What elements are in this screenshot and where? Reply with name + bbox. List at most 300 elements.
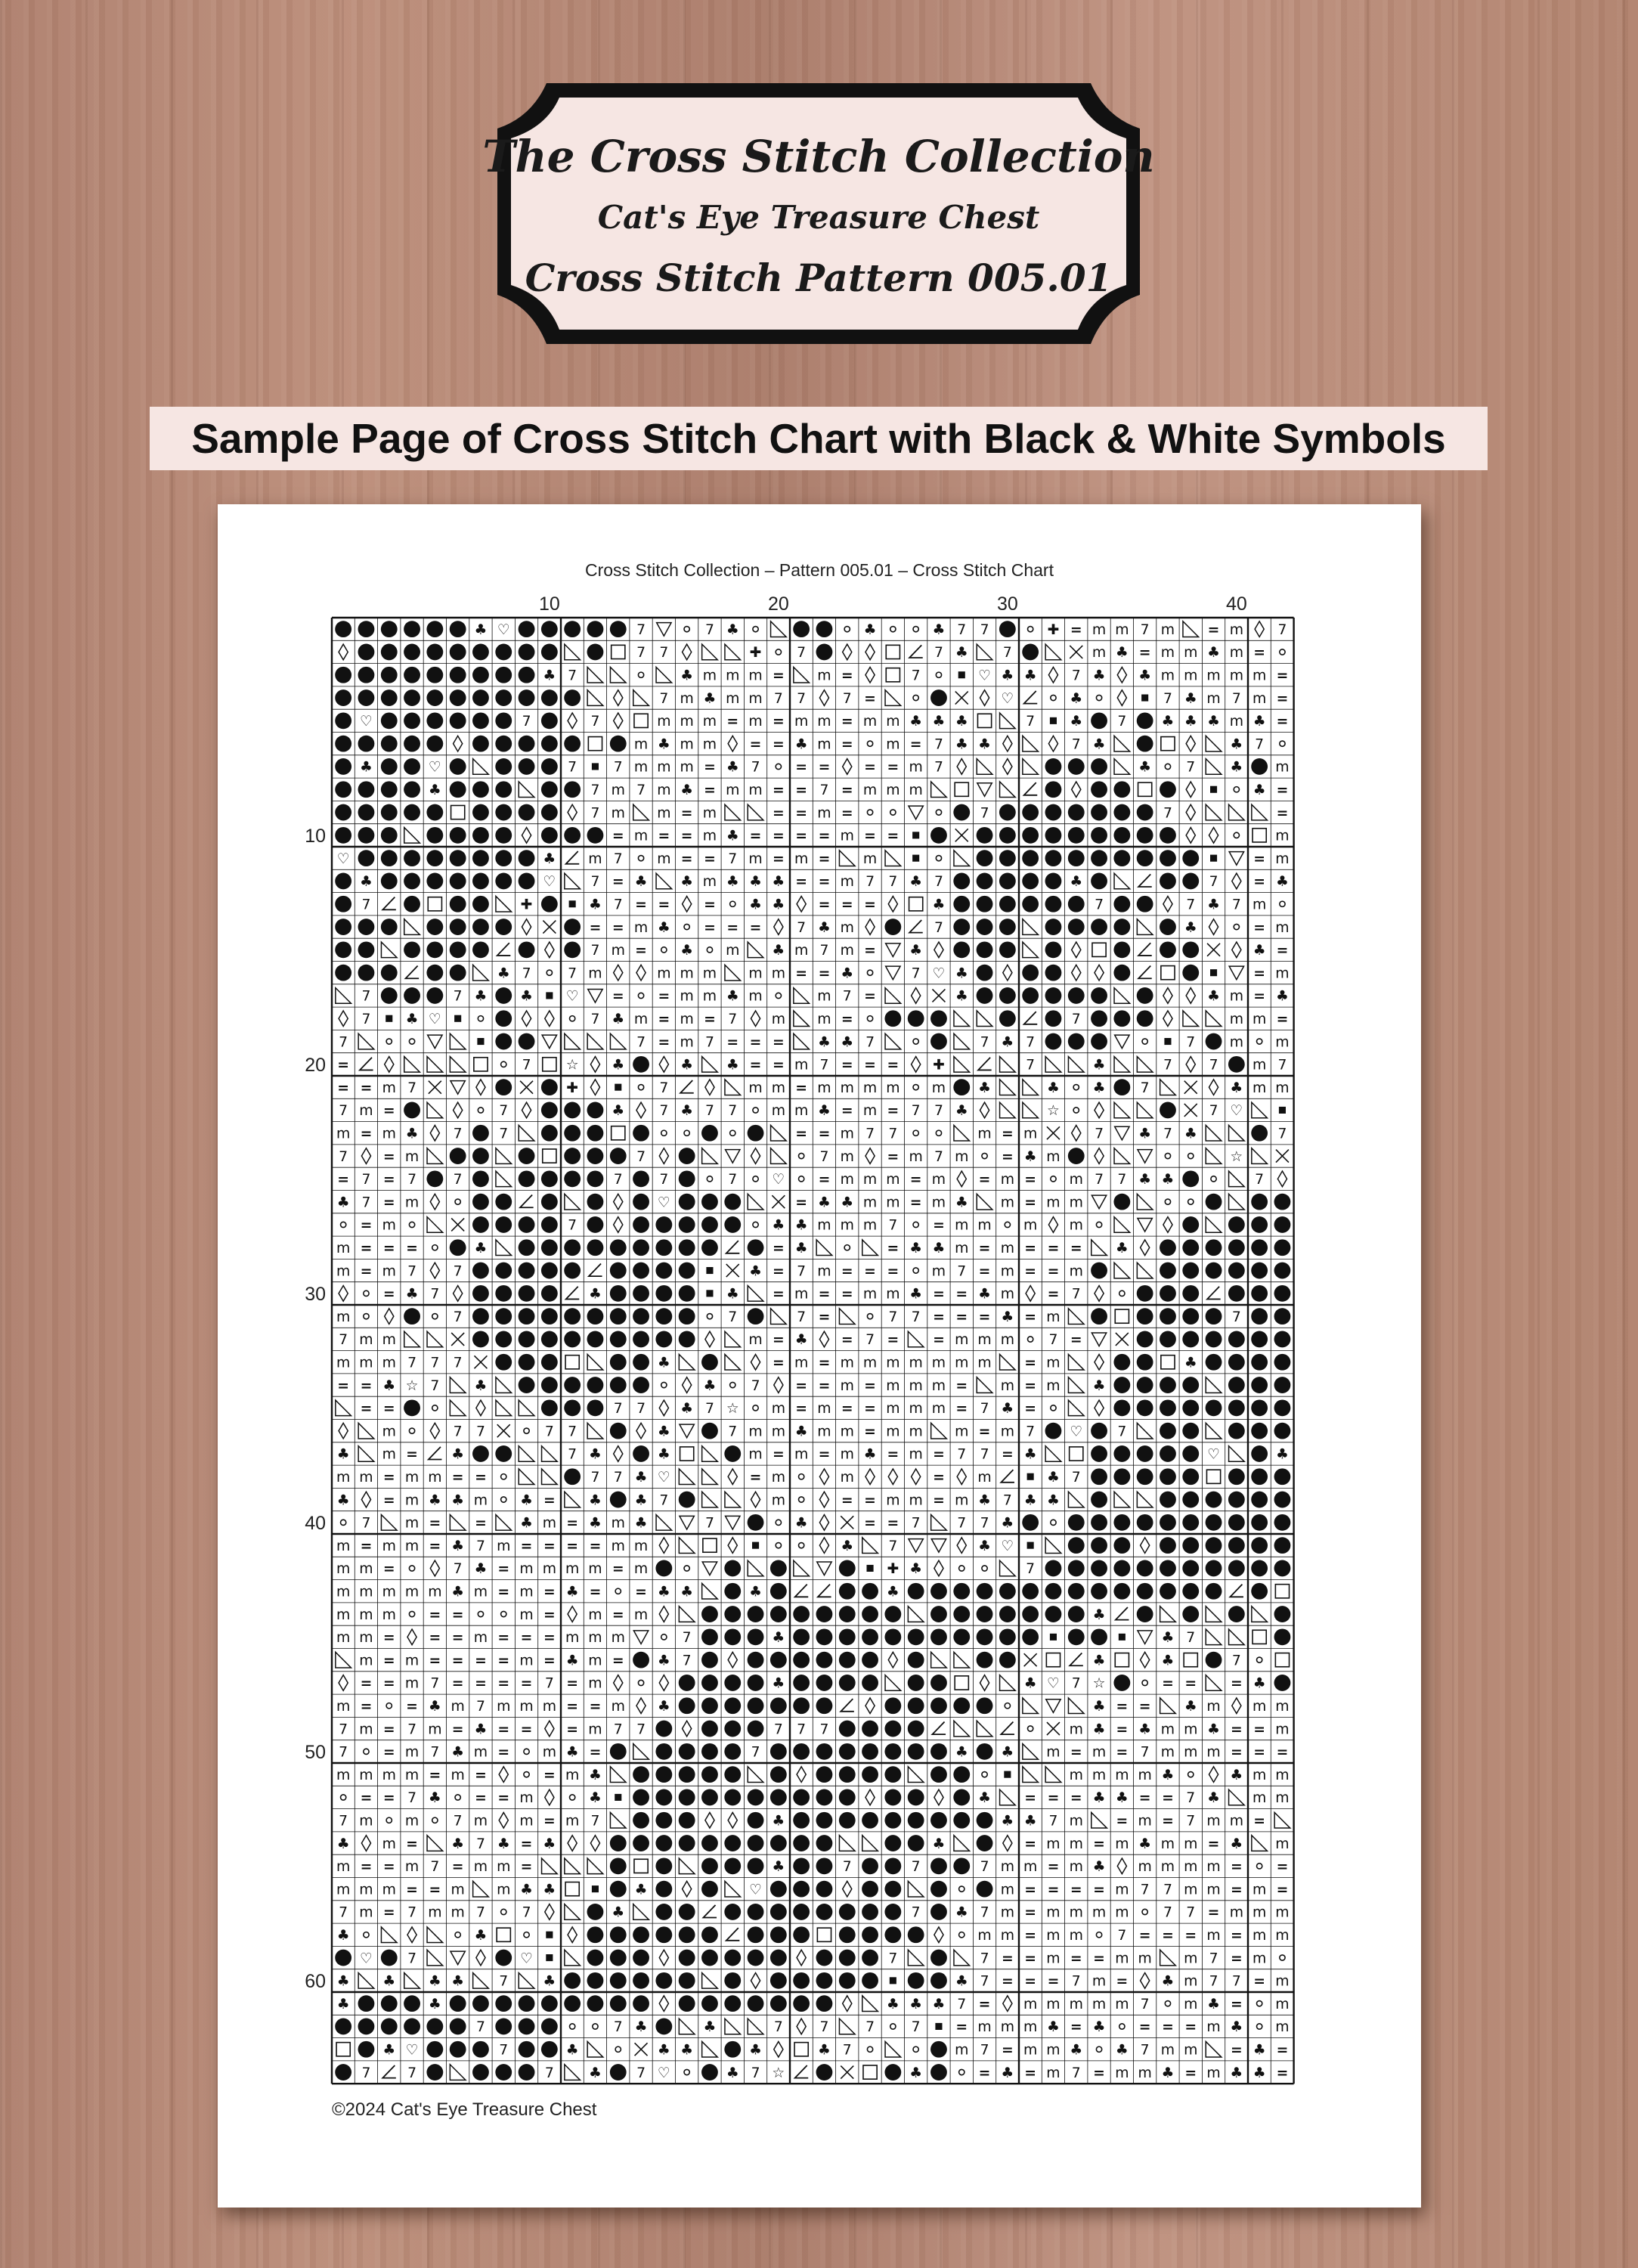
svg-text:m: m [1160, 2042, 1175, 2059]
svg-text:=: = [520, 1721, 533, 1738]
svg-text:♣: ♣ [1230, 1080, 1243, 1096]
svg-text:=: = [406, 1882, 418, 1898]
svg-text:♣: ♣ [1207, 1721, 1220, 1738]
svg-text:♡: ♡ [428, 1012, 441, 1028]
svg-text:=: = [1184, 2019, 1197, 2036]
svg-text:7: 7 [842, 1859, 852, 1876]
svg-text:♣: ♣ [1138, 759, 1152, 776]
svg-text:♣: ♣ [360, 874, 373, 891]
svg-text:m: m [909, 1492, 923, 1509]
svg-text:♣: ♣ [405, 1126, 419, 1142]
svg-text:7: 7 [499, 2042, 509, 2059]
svg-text:m: m [1000, 1263, 1014, 1280]
svg-text:✚: ✚ [933, 1057, 945, 1074]
svg-text:♣: ♣ [978, 1538, 991, 1554]
svg-text:m: m [702, 714, 717, 730]
svg-text:7: 7 [636, 2065, 646, 2081]
svg-text:m: m [748, 1446, 763, 1463]
svg-text:7: 7 [407, 1721, 417, 1738]
svg-text:♣: ♣ [680, 782, 694, 799]
svg-text:7: 7 [659, 1492, 669, 1509]
svg-text:7: 7 [728, 1309, 738, 1325]
svg-text:7: 7 [430, 1675, 440, 1692]
svg-text:m: m [1069, 1194, 1083, 1211]
svg-text:=: = [772, 1355, 785, 1371]
svg-text:m: m [382, 1126, 396, 1142]
svg-text:=: = [704, 897, 716, 913]
svg-text:♣: ♣ [1070, 714, 1083, 730]
svg-text:=: = [1024, 1904, 1037, 1921]
svg-text:m: m [336, 1584, 351, 1600]
svg-text:7: 7 [1209, 874, 1218, 891]
svg-text:=: = [566, 1721, 579, 1738]
svg-text:=: = [543, 1584, 556, 1600]
svg-text:m: m [611, 1515, 625, 1532]
svg-text:=: = [1093, 2065, 1105, 2081]
svg-text:♣: ♣ [543, 1836, 556, 1852]
svg-text:=: = [818, 965, 831, 982]
svg-text:m: m [1275, 1904, 1290, 1921]
svg-text:7: 7 [957, 621, 967, 638]
svg-text:7: 7 [797, 690, 807, 707]
svg-text:♣: ♣ [612, 1012, 625, 1028]
svg-text:=: = [818, 828, 831, 844]
svg-text:m: m [1252, 1767, 1267, 1783]
svg-text:=: = [1116, 1744, 1129, 1761]
svg-text:m: m [909, 1424, 923, 1440]
svg-text:7: 7 [453, 1309, 463, 1325]
svg-text:m: m [588, 1561, 602, 1578]
svg-text:m: m [680, 714, 694, 730]
svg-text:m: m [336, 1630, 351, 1647]
svg-text:=: = [1047, 1973, 1060, 1990]
svg-text:m: m [955, 1148, 969, 1165]
svg-text:☆: ☆ [772, 2065, 785, 2081]
svg-text:7: 7 [728, 850, 738, 867]
svg-text:♣: ♣ [726, 1286, 739, 1303]
svg-text:7: 7 [1209, 1950, 1218, 1967]
svg-text:m: m [840, 1377, 854, 1394]
svg-text:=: = [382, 1744, 395, 1761]
svg-text:♣: ♣ [932, 621, 946, 638]
svg-text:=: = [1276, 1882, 1289, 1898]
svg-text:☆: ☆ [1230, 1148, 1243, 1165]
svg-text:♣: ♣ [1001, 1744, 1014, 1761]
svg-text:♣: ♣ [405, 1286, 419, 1303]
svg-text:=: = [1276, 2042, 1289, 2059]
svg-text:=: = [1276, 714, 1289, 730]
svg-text:♣: ♣ [1252, 714, 1266, 730]
svg-text:♣: ♣ [1092, 1057, 1106, 1074]
svg-text:7: 7 [453, 1561, 463, 1578]
svg-text:m: m [1229, 1034, 1243, 1051]
svg-text:m: m [680, 1034, 694, 1051]
svg-text:7: 7 [1231, 1309, 1241, 1325]
svg-text:=: = [543, 1606, 556, 1623]
svg-text:m: m [519, 1653, 534, 1669]
svg-text:7: 7 [1048, 1813, 1058, 1830]
svg-text:7: 7 [636, 645, 646, 662]
svg-text:7: 7 [1163, 805, 1172, 822]
svg-text:♣: ♣ [726, 988, 739, 1005]
svg-text:7: 7 [544, 2065, 554, 2081]
svg-text:♡: ♡ [497, 621, 510, 638]
svg-text:=: = [497, 1561, 510, 1578]
svg-text:♣: ♣ [497, 965, 510, 982]
svg-text:=: = [1253, 874, 1266, 891]
svg-text:7: 7 [407, 1904, 417, 1921]
svg-text:=: = [933, 1470, 945, 1486]
svg-text:m: m [1184, 1836, 1198, 1852]
svg-text:7: 7 [636, 1148, 646, 1165]
svg-text:m: m [1275, 965, 1290, 982]
svg-text:7: 7 [430, 1744, 440, 1761]
svg-text:m: m [886, 1492, 900, 1509]
svg-text:m: m [633, 919, 649, 936]
svg-text:=: = [1138, 1699, 1151, 1715]
svg-text:=: = [887, 759, 900, 776]
svg-text:m: m [931, 1172, 946, 1188]
svg-text:♡: ♡ [932, 965, 946, 982]
svg-text:=: = [406, 1446, 418, 1463]
svg-text:7: 7 [1186, 1904, 1196, 1921]
svg-text:m: m [404, 1492, 420, 1509]
svg-text:♣: ♣ [680, 1057, 694, 1074]
svg-text:=: = [864, 1401, 876, 1418]
svg-text:m: m [1046, 2042, 1061, 2059]
svg-text:=: = [1276, 1012, 1289, 1028]
svg-text:7: 7 [361, 2065, 371, 2081]
svg-text:7: 7 [1140, 2042, 1150, 2059]
svg-text:m: m [382, 1217, 396, 1234]
svg-text:7: 7 [934, 759, 943, 776]
svg-text:=: = [566, 1515, 579, 1532]
svg-text:7: 7 [475, 1538, 485, 1554]
svg-text:♣: ♣ [749, 1584, 762, 1600]
svg-text:m: m [473, 1492, 488, 1509]
svg-text:=: = [1207, 1904, 1220, 1921]
svg-text:♣: ♣ [749, 1263, 762, 1280]
svg-text:m: m [1252, 690, 1267, 707]
svg-text:=: = [382, 1286, 395, 1303]
svg-text:m: m [1046, 1996, 1061, 2012]
svg-text:m: m [336, 1309, 351, 1325]
svg-text:m: m [1160, 1721, 1175, 1738]
svg-text:m: m [1091, 1973, 1107, 1990]
svg-text:=: = [933, 1446, 945, 1463]
svg-text:♣: ♣ [932, 1241, 946, 1257]
svg-text:=: = [1162, 1675, 1174, 1692]
svg-text:♣: ♣ [1001, 668, 1014, 684]
svg-text:=: = [382, 1630, 395, 1647]
svg-text:7: 7 [453, 1126, 463, 1142]
svg-text:m: m [680, 988, 694, 1005]
svg-text:♡: ♡ [565, 988, 579, 1005]
svg-text:♣: ♣ [1047, 1492, 1060, 1509]
svg-text:7: 7 [751, 2065, 760, 2081]
svg-text:♣: ♣ [657, 736, 670, 753]
svg-text:=: = [795, 874, 808, 891]
svg-text:=: = [360, 1538, 373, 1554]
svg-text:7: 7 [819, 1057, 829, 1074]
svg-text:m: m [977, 1355, 992, 1371]
svg-text:7: 7 [453, 1355, 463, 1371]
svg-text:♣: ♣ [474, 1721, 488, 1738]
svg-text:7: 7 [1026, 1034, 1036, 1051]
svg-text:m: m [1069, 1859, 1083, 1876]
svg-text:m: m [336, 1470, 351, 1486]
svg-text:♣: ♣ [955, 645, 968, 662]
svg-text:m: m [1115, 1767, 1129, 1783]
svg-text:7: 7 [773, 690, 783, 707]
svg-text:m: m [977, 1126, 992, 1142]
svg-text:=: = [382, 1194, 395, 1211]
svg-text:✚: ✚ [1047, 621, 1060, 638]
svg-text:♣: ♣ [451, 1538, 465, 1554]
svg-text:m: m [794, 714, 809, 730]
svg-text:=: = [680, 850, 693, 867]
svg-text:7: 7 [407, 1790, 417, 1807]
svg-text:=: = [360, 1217, 373, 1234]
svg-text:♣: ♣ [772, 897, 785, 913]
svg-text:m: m [886, 1377, 900, 1394]
svg-text:♣: ♣ [978, 1286, 991, 1303]
row-label: 20 [305, 1054, 326, 1076]
svg-text:=: = [887, 1263, 900, 1280]
svg-text:m: m [1160, 645, 1175, 662]
svg-text:m: m [404, 1653, 420, 1669]
svg-text:7: 7 [499, 1973, 509, 1990]
svg-text:♣: ♣ [1138, 1721, 1152, 1738]
svg-text:=: = [360, 1699, 373, 1715]
svg-text:=: = [841, 1401, 853, 1418]
svg-text:=: = [772, 828, 785, 844]
svg-text:♣: ♣ [680, 874, 694, 891]
svg-text:m: m [542, 1699, 556, 1715]
svg-text:m: m [1206, 1882, 1221, 1898]
svg-text:=: = [612, 874, 624, 891]
svg-text:♣: ♣ [1092, 1859, 1106, 1876]
row-label: 30 [305, 1283, 326, 1305]
svg-text:m: m [862, 714, 878, 730]
svg-text:♣: ♣ [886, 1996, 900, 2012]
pattern-name: Cross Stitch Pattern 005.01 [525, 255, 1113, 300]
svg-text:m: m [1252, 668, 1267, 684]
svg-text:♣: ♣ [794, 736, 808, 753]
svg-text:m: m [977, 1217, 992, 1234]
svg-text:7: 7 [797, 919, 807, 936]
svg-text:=: = [658, 897, 670, 913]
svg-text:7: 7 [728, 1172, 738, 1188]
svg-text:m: m [519, 1561, 534, 1578]
svg-text:7: 7 [1071, 2065, 1081, 2081]
svg-text:=: = [429, 1767, 441, 1783]
svg-text:=: = [887, 828, 900, 844]
svg-text:♡: ♡ [657, 1194, 670, 1211]
svg-text:m: m [726, 782, 740, 799]
svg-text:=: = [1253, 1813, 1266, 1830]
svg-text:=: = [978, 2065, 991, 2081]
svg-text:m: m [1229, 1904, 1243, 1921]
svg-text:m: m [794, 943, 809, 959]
svg-text:m: m [886, 714, 900, 730]
svg-text:m: m [336, 1882, 351, 1898]
svg-text:m: m [1138, 1859, 1152, 1876]
chart-title: Cross Stitch Collection – Pattern 005.01 – Cross Stitch Chart [584, 560, 1054, 580]
svg-text:♣: ♣ [1001, 1309, 1014, 1325]
svg-text:=: = [337, 1377, 350, 1394]
column-label: 10 [538, 593, 560, 615]
svg-text:=: = [543, 1653, 556, 1669]
svg-text:7: 7 [1002, 645, 1012, 662]
svg-text:=: = [658, 1034, 670, 1051]
svg-text:m: m [588, 850, 602, 867]
svg-text:=: = [451, 1630, 464, 1647]
svg-text:=: = [1024, 1263, 1037, 1280]
svg-text:m: m [657, 782, 671, 799]
svg-text:m: m [588, 1721, 602, 1738]
svg-text:♣: ♣ [451, 1584, 465, 1600]
svg-text:=: = [978, 1263, 991, 1280]
svg-text:♣: ♣ [1070, 2042, 1083, 2059]
svg-text:7: 7 [842, 2042, 852, 2059]
svg-text:=: = [1116, 1721, 1129, 1738]
svg-text:m: m [1252, 1904, 1267, 1921]
svg-text:♣: ♣ [474, 1241, 488, 1257]
svg-text:m: m [794, 1446, 809, 1463]
svg-text:m: m [497, 1882, 511, 1898]
svg-text:7: 7 [361, 1012, 371, 1028]
svg-text:=: = [818, 1377, 831, 1394]
svg-text:m: m [1069, 1813, 1083, 1830]
column-label: 20 [767, 593, 789, 615]
svg-text:=: = [1230, 1928, 1243, 1944]
svg-text:♡: ♡ [772, 1172, 785, 1188]
svg-text:7: 7 [1255, 1172, 1265, 1188]
svg-text:7: 7 [980, 1904, 989, 1921]
svg-text:m: m [1184, 645, 1198, 662]
svg-text:=: = [543, 1492, 556, 1509]
svg-text:m: m [931, 1194, 946, 1211]
svg-text:7: 7 [659, 645, 669, 662]
svg-text:7: 7 [1026, 1561, 1036, 1578]
svg-text:7: 7 [1277, 1126, 1287, 1142]
svg-text:=: = [1230, 1675, 1243, 1692]
svg-text:m: m [1069, 1767, 1083, 1783]
svg-text:=: = [382, 1401, 395, 1418]
svg-text:m: m [359, 1332, 373, 1349]
svg-text:7: 7 [1071, 736, 1081, 753]
svg-text:=: = [1047, 1882, 1060, 1898]
svg-text:7: 7 [1163, 1126, 1172, 1142]
svg-text:7: 7 [1163, 690, 1172, 707]
svg-text:m: m [1184, 1859, 1198, 1876]
svg-text:m: m [1206, 2019, 1221, 2036]
svg-text:m: m [817, 1012, 831, 1028]
svg-text:♣: ♣ [978, 1492, 991, 1509]
svg-text:♡: ♡ [543, 874, 556, 891]
svg-text:m: m [1046, 1194, 1061, 1211]
svg-text:=: = [795, 782, 808, 799]
svg-text:=: = [658, 988, 670, 1005]
svg-text:7: 7 [751, 1744, 760, 1761]
svg-text:=: = [1024, 1355, 1037, 1371]
svg-text:m: m [748, 988, 763, 1005]
svg-text:♣: ♣ [1138, 1126, 1152, 1142]
svg-text:m: m [817, 1424, 831, 1440]
svg-text:7: 7 [453, 1172, 463, 1188]
svg-text:m: m [977, 1332, 992, 1349]
svg-text:=: = [497, 1584, 510, 1600]
svg-text:7: 7 [613, 2019, 623, 2036]
svg-text:7: 7 [704, 1515, 714, 1532]
svg-text:m: m [1046, 1928, 1061, 1944]
sample-page-banner: Sample Page of Cross Stitch Chart with Black & White Symbols [150, 407, 1488, 470]
svg-text:m: m [336, 1859, 351, 1876]
svg-text:=: = [864, 828, 876, 844]
svg-text:=: = [360, 1401, 373, 1418]
svg-text:♣: ♣ [520, 1882, 533, 1898]
svg-text:♣: ♣ [657, 1355, 670, 1371]
svg-text:=: = [749, 1057, 762, 1074]
svg-text:=: = [1230, 1859, 1243, 1876]
svg-text:m: m [862, 782, 878, 799]
svg-text:7: 7 [1277, 1057, 1287, 1074]
svg-text:m: m [657, 805, 671, 822]
svg-text:=: = [818, 897, 831, 913]
svg-text:♣: ♣ [1252, 1675, 1266, 1692]
svg-text:7: 7 [1186, 1813, 1196, 1830]
svg-text:♣: ♣ [657, 2042, 670, 2059]
svg-text:=: = [772, 714, 785, 730]
svg-text:m: m [382, 1355, 396, 1371]
svg-text:♣: ♣ [772, 943, 785, 959]
svg-text:7: 7 [1071, 1973, 1081, 1990]
svg-text:=: = [1230, 1950, 1243, 1967]
svg-text:m: m [497, 1538, 511, 1554]
svg-text:m: m [840, 1172, 854, 1188]
svg-text:=: = [589, 919, 602, 936]
svg-text:m: m [862, 1286, 878, 1303]
svg-text:m: m [657, 850, 671, 867]
svg-text:7: 7 [475, 1836, 485, 1852]
svg-text:=: = [795, 828, 808, 844]
svg-text:♣: ♣ [680, 668, 694, 684]
row-label: 50 [305, 1741, 326, 1763]
svg-text:=: = [382, 1790, 395, 1807]
svg-text:=: = [497, 1744, 510, 1761]
svg-text:=: = [795, 759, 808, 776]
svg-text:m: m [404, 1859, 420, 1876]
svg-text:=: = [818, 759, 831, 776]
svg-text:♣: ♣ [589, 1790, 602, 1807]
svg-text:m: m [611, 943, 625, 959]
svg-text:♣: ♣ [543, 850, 556, 867]
svg-text:=: = [841, 1263, 853, 1280]
svg-text:m: m [336, 1355, 351, 1371]
svg-text:7: 7 [568, 759, 577, 776]
svg-text:m: m [817, 988, 831, 1005]
svg-text:m: m [955, 1332, 969, 1349]
svg-text:7: 7 [522, 714, 531, 730]
svg-text:♣: ♣ [1161, 2065, 1175, 2081]
svg-text:♣: ♣ [955, 965, 968, 982]
svg-text:♣: ♣ [1230, 2065, 1243, 2081]
svg-text:=: = [658, 1012, 670, 1028]
svg-text:m: m [611, 1538, 625, 1554]
svg-text:♣: ♣ [1184, 1699, 1197, 1715]
svg-text:♣: ♣ [657, 1424, 670, 1440]
